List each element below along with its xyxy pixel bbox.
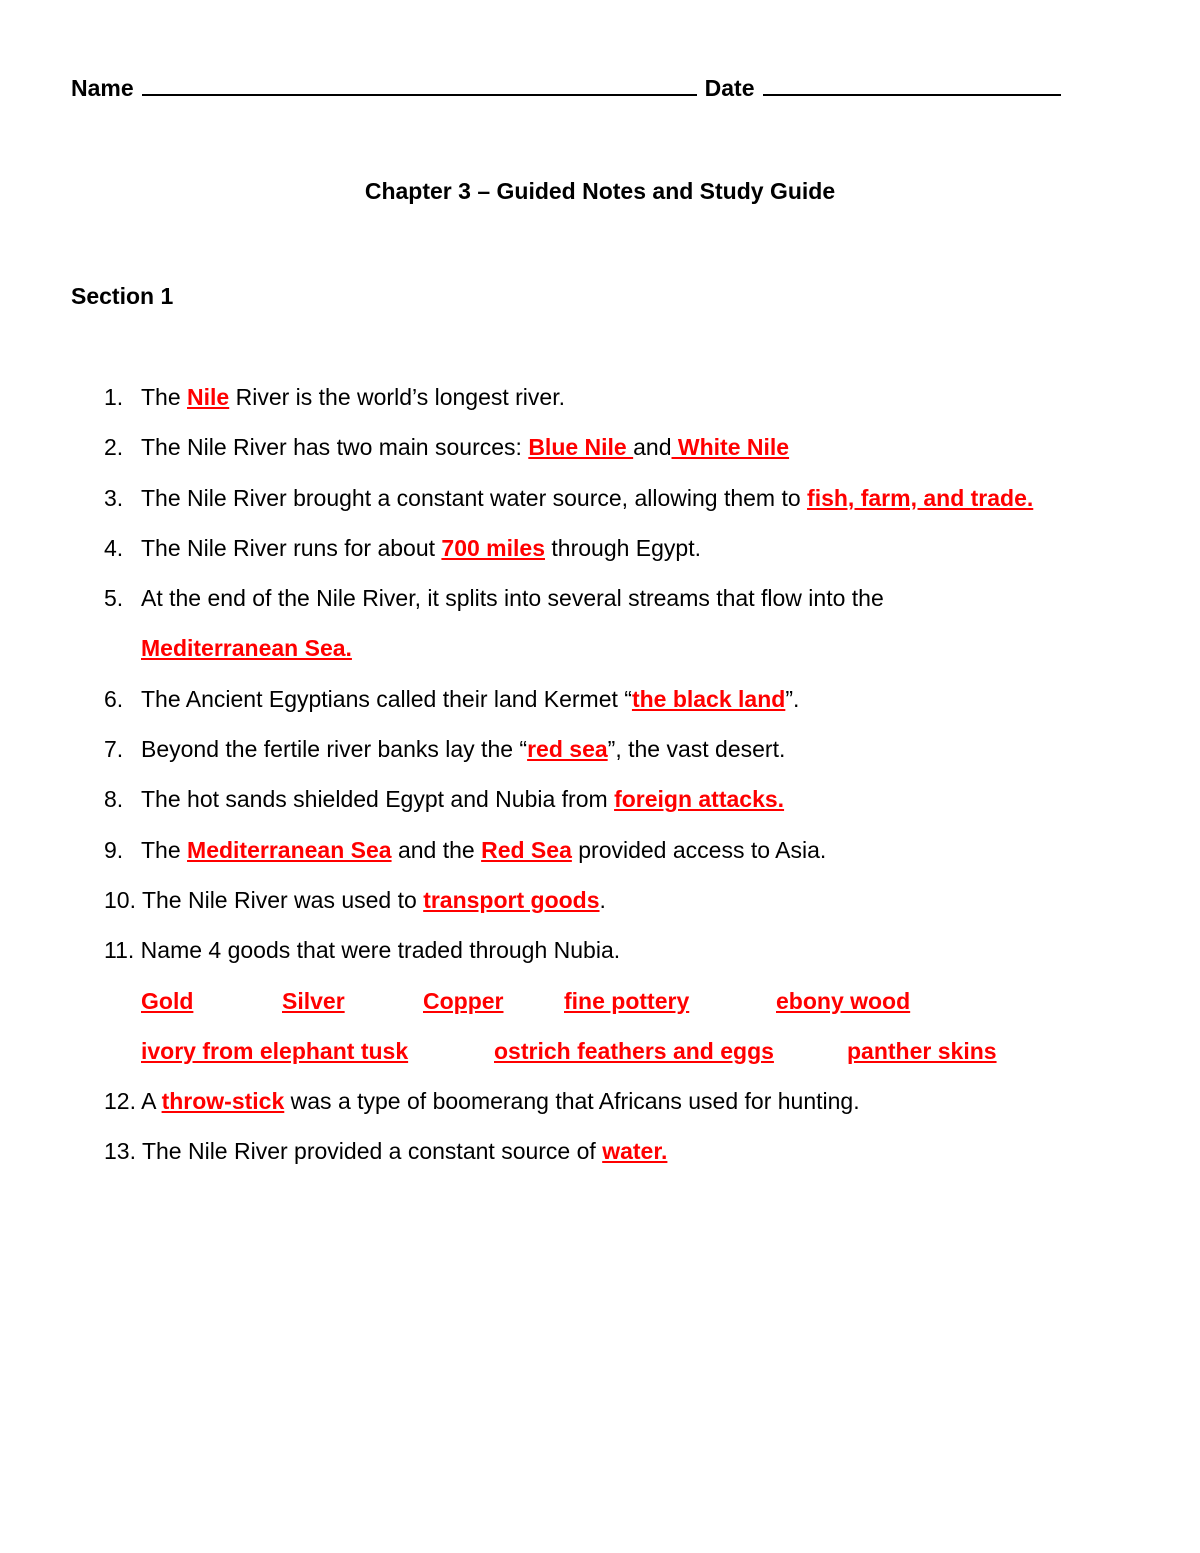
question-text: ”, the vast desert. [607,736,786,763]
answer: the black land [631,685,786,712]
question-9 [104,835,1033,885]
question-text: was a type of boomerang that Africans used for hunting. [284,1088,860,1115]
name-blank [142,72,697,96]
question-12 [104,1086,1033,1136]
answer: 700 miles [441,534,545,561]
question-number: 9. [104,836,124,863]
question-5 [104,583,1033,633]
question-text: ”. [785,685,800,712]
question-number: 1. [104,384,124,410]
question-number: 7. [104,736,124,763]
question-text: Name 4 goods that were traded through Nubia. [134,937,621,964]
answer: red sea [527,736,608,763]
question-text: At the end of the Nile River, it splits into several streams that flow into the [141,585,884,612]
question-text: The [141,836,188,863]
question-number: 4. [104,534,124,561]
question-number: 3. [104,484,124,511]
question-10 [104,885,1033,935]
question-11 [104,935,1033,985]
answer: throw-stick [161,1088,285,1115]
question-number: 10. [104,886,136,913]
answer: foreign attacks. [614,786,785,813]
question-text: provided access to Asia. [571,836,827,863]
question-text: River is the world’s longest river. [229,384,565,410]
goods-item: ebony wood [776,987,911,1014]
question-4 [104,533,1033,583]
question-text: . [599,886,606,913]
question-text: The hot sands shielded Egypt and Nubia from [141,786,615,813]
page-title: Chapter 3 – Guided Notes and Study Guide [364,178,836,204]
question-list [104,382,1033,1187]
answer: Nile [187,384,230,410]
question-text: The Nile River brought a constant water source, allowing them to [141,484,808,511]
question-text: The [141,384,188,410]
question-text: Beyond the fertile river banks lay the “ [141,736,528,763]
goods-item: panther skins [847,1037,997,1064]
question-text: The Nile River was used to [135,886,424,913]
header [71,72,1061,102]
question-text: The Nile River has two main sources: [141,434,529,461]
goods-row-2 [104,1036,1033,1086]
answer: fish, farm, and trade. [807,484,1034,511]
question-number: 12. [104,1088,136,1115]
question-6 [104,684,1033,734]
answer: transport goods [423,886,600,913]
answer: Blue Nile [528,434,634,461]
question-text: and [633,434,672,461]
goods-item: Silver [282,987,345,1014]
answer: White Nile [671,434,790,461]
question-2 [104,432,1033,482]
question-number: 2. [104,434,124,461]
answer: water. [602,1138,668,1165]
question-3 [104,483,1033,533]
goods-item: Copper [423,987,504,1014]
answer: Mediterranean Sea [187,836,392,863]
question-5-answer-line [104,633,1033,683]
question-8 [104,784,1033,834]
goods-row-1 [104,986,1033,1036]
goods-item: ivory from elephant tusk [141,1037,409,1064]
question-number: 5. [104,585,124,612]
question-13 [104,1136,1033,1186]
question-1 [104,382,1033,432]
question-number: 11. [104,937,135,964]
question-text: A [135,1088,162,1115]
name-label: Name [71,75,134,101]
question-number: 6. [104,685,124,712]
question-7 [104,734,1033,784]
question-text: The Ancient Egyptians called their land Kermet “ [141,685,632,712]
question-text: through Egypt. [545,534,701,561]
date-label: Date [704,75,755,101]
goods-item: fine pottery [564,987,690,1014]
goods-item: ostrich feathers and eggs [494,1037,774,1064]
question-number: 13. [104,1138,136,1165]
answer: Mediterranean Sea. [141,635,352,662]
date-blank [763,72,1061,96]
answer: Red Sea [481,836,572,863]
question-text: The Nile River provided a constant source of [135,1138,603,1165]
question-text: and the [391,836,482,863]
goods-item: Gold [141,987,194,1014]
section-heading: Section 1 [71,283,174,309]
question-text: The Nile River runs for about [141,534,442,561]
question-number: 8. [104,786,124,813]
